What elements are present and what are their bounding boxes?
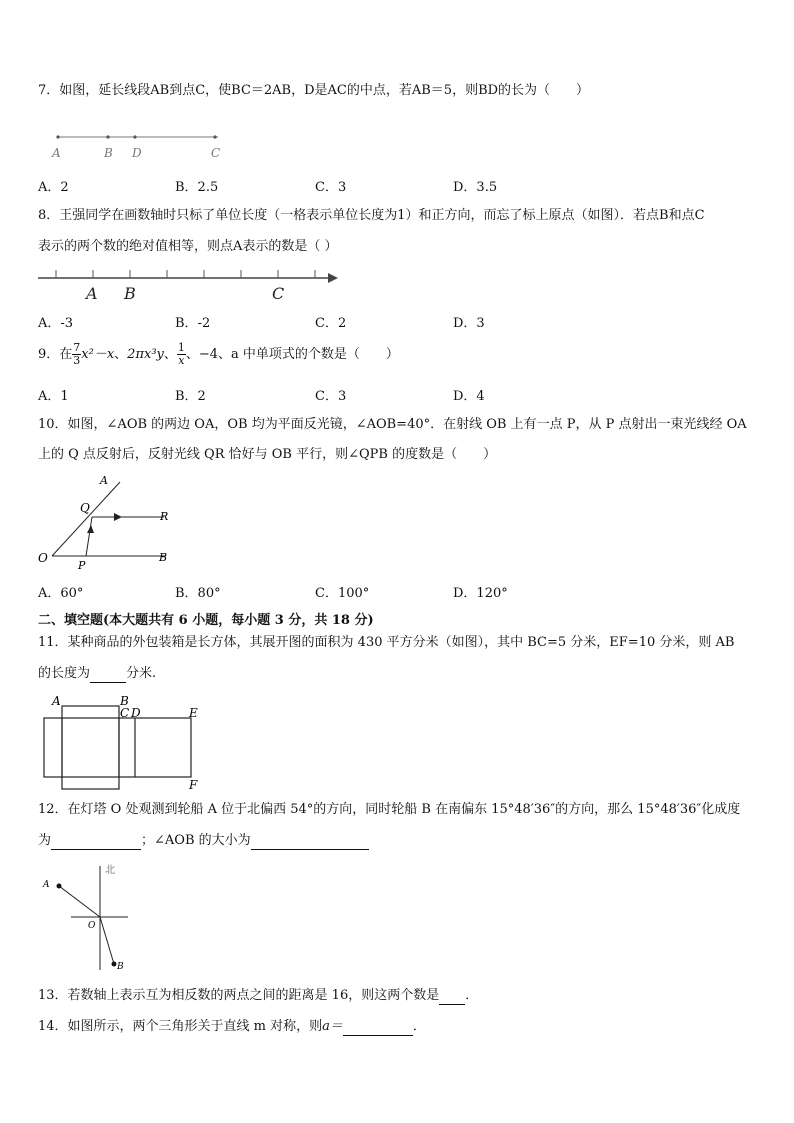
q9-text: 9．在 $\frac{7}{3}$ x²－x、2πx³y、 $\frac{1}{x}$ 、−4、a 中单项式的个数是（ ） — [38, 341, 399, 367]
q12-direction-figure — [38, 858, 138, 976]
q12-label-a: A — [43, 880, 50, 890]
q8-number-line — [38, 266, 343, 306]
q8-label-c: C — [272, 284, 285, 303]
q8-option-d[interactable]: D．3 — [453, 316, 485, 331]
q8-label-b: B — [124, 284, 136, 303]
q12-label-north: 北 — [105, 865, 115, 876]
q12-label-o: O — [88, 921, 96, 931]
q9-option-c[interactable]: C．3 — [315, 389, 347, 404]
q11-label-c: C — [120, 706, 130, 720]
q8-line1: 8．王强同学在画数轴时只标了单位长度（一格表示单位长度为1）和正方向，而忘了标上原点（如图）．若点B和点C — [38, 208, 705, 223]
q11-box-net-figure — [38, 692, 208, 794]
q13-text: 13．若数轴上表示互为相反数的两点之间的距离是 16，则这两个数是 ． — [38, 988, 479, 1003]
q11-line2: 的长度为 分米. — [38, 666, 157, 681]
q13-answer-blank[interactable] — [439, 990, 465, 1005]
q8-option-b[interactable]: B．-2 — [175, 316, 211, 331]
q7-label-d: D — [132, 146, 142, 160]
q7-option-a[interactable]: A．2 — [38, 180, 69, 195]
section-fill-in-blank-header: 二、填空题(本大题共有 6 小题，每小题 3 分，共 18 分) — [38, 613, 374, 628]
q12-angle-blank[interactable] — [251, 835, 369, 850]
q12-label-b: B — [117, 962, 124, 972]
q11-line1: 11．某种商品的外包装箱是长方体，其展开图的面积为 430 平方分米（如图），其中 BC=5 分米，EF=10 分米，则 AB — [38, 635, 735, 650]
q9-prefix: 9．在 — [38, 347, 73, 362]
q7-label-c: C — [211, 146, 221, 160]
q12-degree-blank[interactable] — [51, 835, 141, 850]
q10-label-o: O — [38, 551, 48, 565]
q10-label-q: Q — [80, 501, 90, 515]
q9-term1: x²－x — [81, 347, 115, 362]
q10-label-r: R — [160, 510, 169, 523]
q9-term2: 2πx³y — [127, 347, 164, 362]
q9-suffix: 、−4、a 中单项式的个数是（ ） — [185, 347, 399, 362]
q12-line1: 12．在灯塔 O 处观测到轮船 A 位于北偏西 54°的方向，同时轮船 B 在南偏东 15°48′36″的方向，那么 15°48′36″化成度 — [38, 802, 741, 817]
q10-label-b: B — [159, 551, 168, 564]
q8-option-c[interactable]: C．2 — [315, 316, 347, 331]
q14-answer-blank[interactable] — [343, 1021, 413, 1036]
q7-label-b: B — [104, 146, 113, 160]
q10-line1: 10．如图，∠AOB 的两边 OA，OB 均为平面反光镜，∠AOB=40°．在射线 OB 上有一点 P，从 P 点射出一束光线经 OA — [38, 417, 747, 432]
q9-option-d[interactable]: D．4 — [453, 389, 485, 404]
q9-option-a[interactable]: A．1 — [38, 389, 69, 404]
q9-fraction-one-over-x: $\frac{1}{x}$ — [177, 341, 185, 367]
q7-option-c[interactable]: C．3 — [315, 180, 347, 195]
q7-segment-figure — [50, 128, 230, 164]
q9-option-b[interactable]: B．2 — [175, 389, 206, 404]
q11-answer-blank[interactable] — [90, 668, 126, 683]
q14-text: 14．如图所示，两个三角形关于直线 m 对称，则a＝ ． — [38, 1019, 426, 1034]
q7-text: 7．如图，延长线段AB到点C，使BC＝2AB，D是AC的中点，若AB＝5，则BD的长为（ ） — [38, 83, 590, 98]
q10-option-c[interactable]: C．100° — [315, 586, 370, 601]
q9-fraction-seven-thirds: $\frac{7}{3}$ — [73, 341, 81, 367]
q10-label-a: A — [100, 474, 108, 487]
q10-line2: 上的 Q 点反射后，反射光线 QR 恰好与 OB 平行，则∠QPB 的度数是（ ） — [38, 447, 497, 462]
q11-label-f: F — [189, 778, 198, 792]
q11-label-b: B — [120, 694, 129, 708]
q7-label-a: A — [52, 146, 61, 160]
q11-label-a: A — [52, 694, 61, 708]
q12-line2: 为 ；∠AOB 的大小为 — [38, 832, 369, 850]
q8-line2: 表示的两个数的绝对值相等，则点A表示的数是（ ） — [38, 239, 338, 254]
q10-mirror-figure — [36, 472, 181, 572]
q7-option-b[interactable]: B．2.5 — [175, 180, 219, 195]
q7-option-d[interactable]: D．3.5 — [453, 180, 498, 195]
q10-option-a[interactable]: A．60° — [38, 586, 84, 601]
q11-label-d: D — [131, 706, 141, 720]
q8-option-a[interactable]: A．-3 — [38, 316, 74, 331]
q10-option-d[interactable]: D．120° — [453, 586, 508, 601]
q10-label-p: P — [78, 559, 86, 572]
q8-label-a: A — [86, 284, 98, 303]
q10-option-b[interactable]: B．80° — [175, 586, 221, 601]
q11-label-e: E — [189, 706, 198, 720]
